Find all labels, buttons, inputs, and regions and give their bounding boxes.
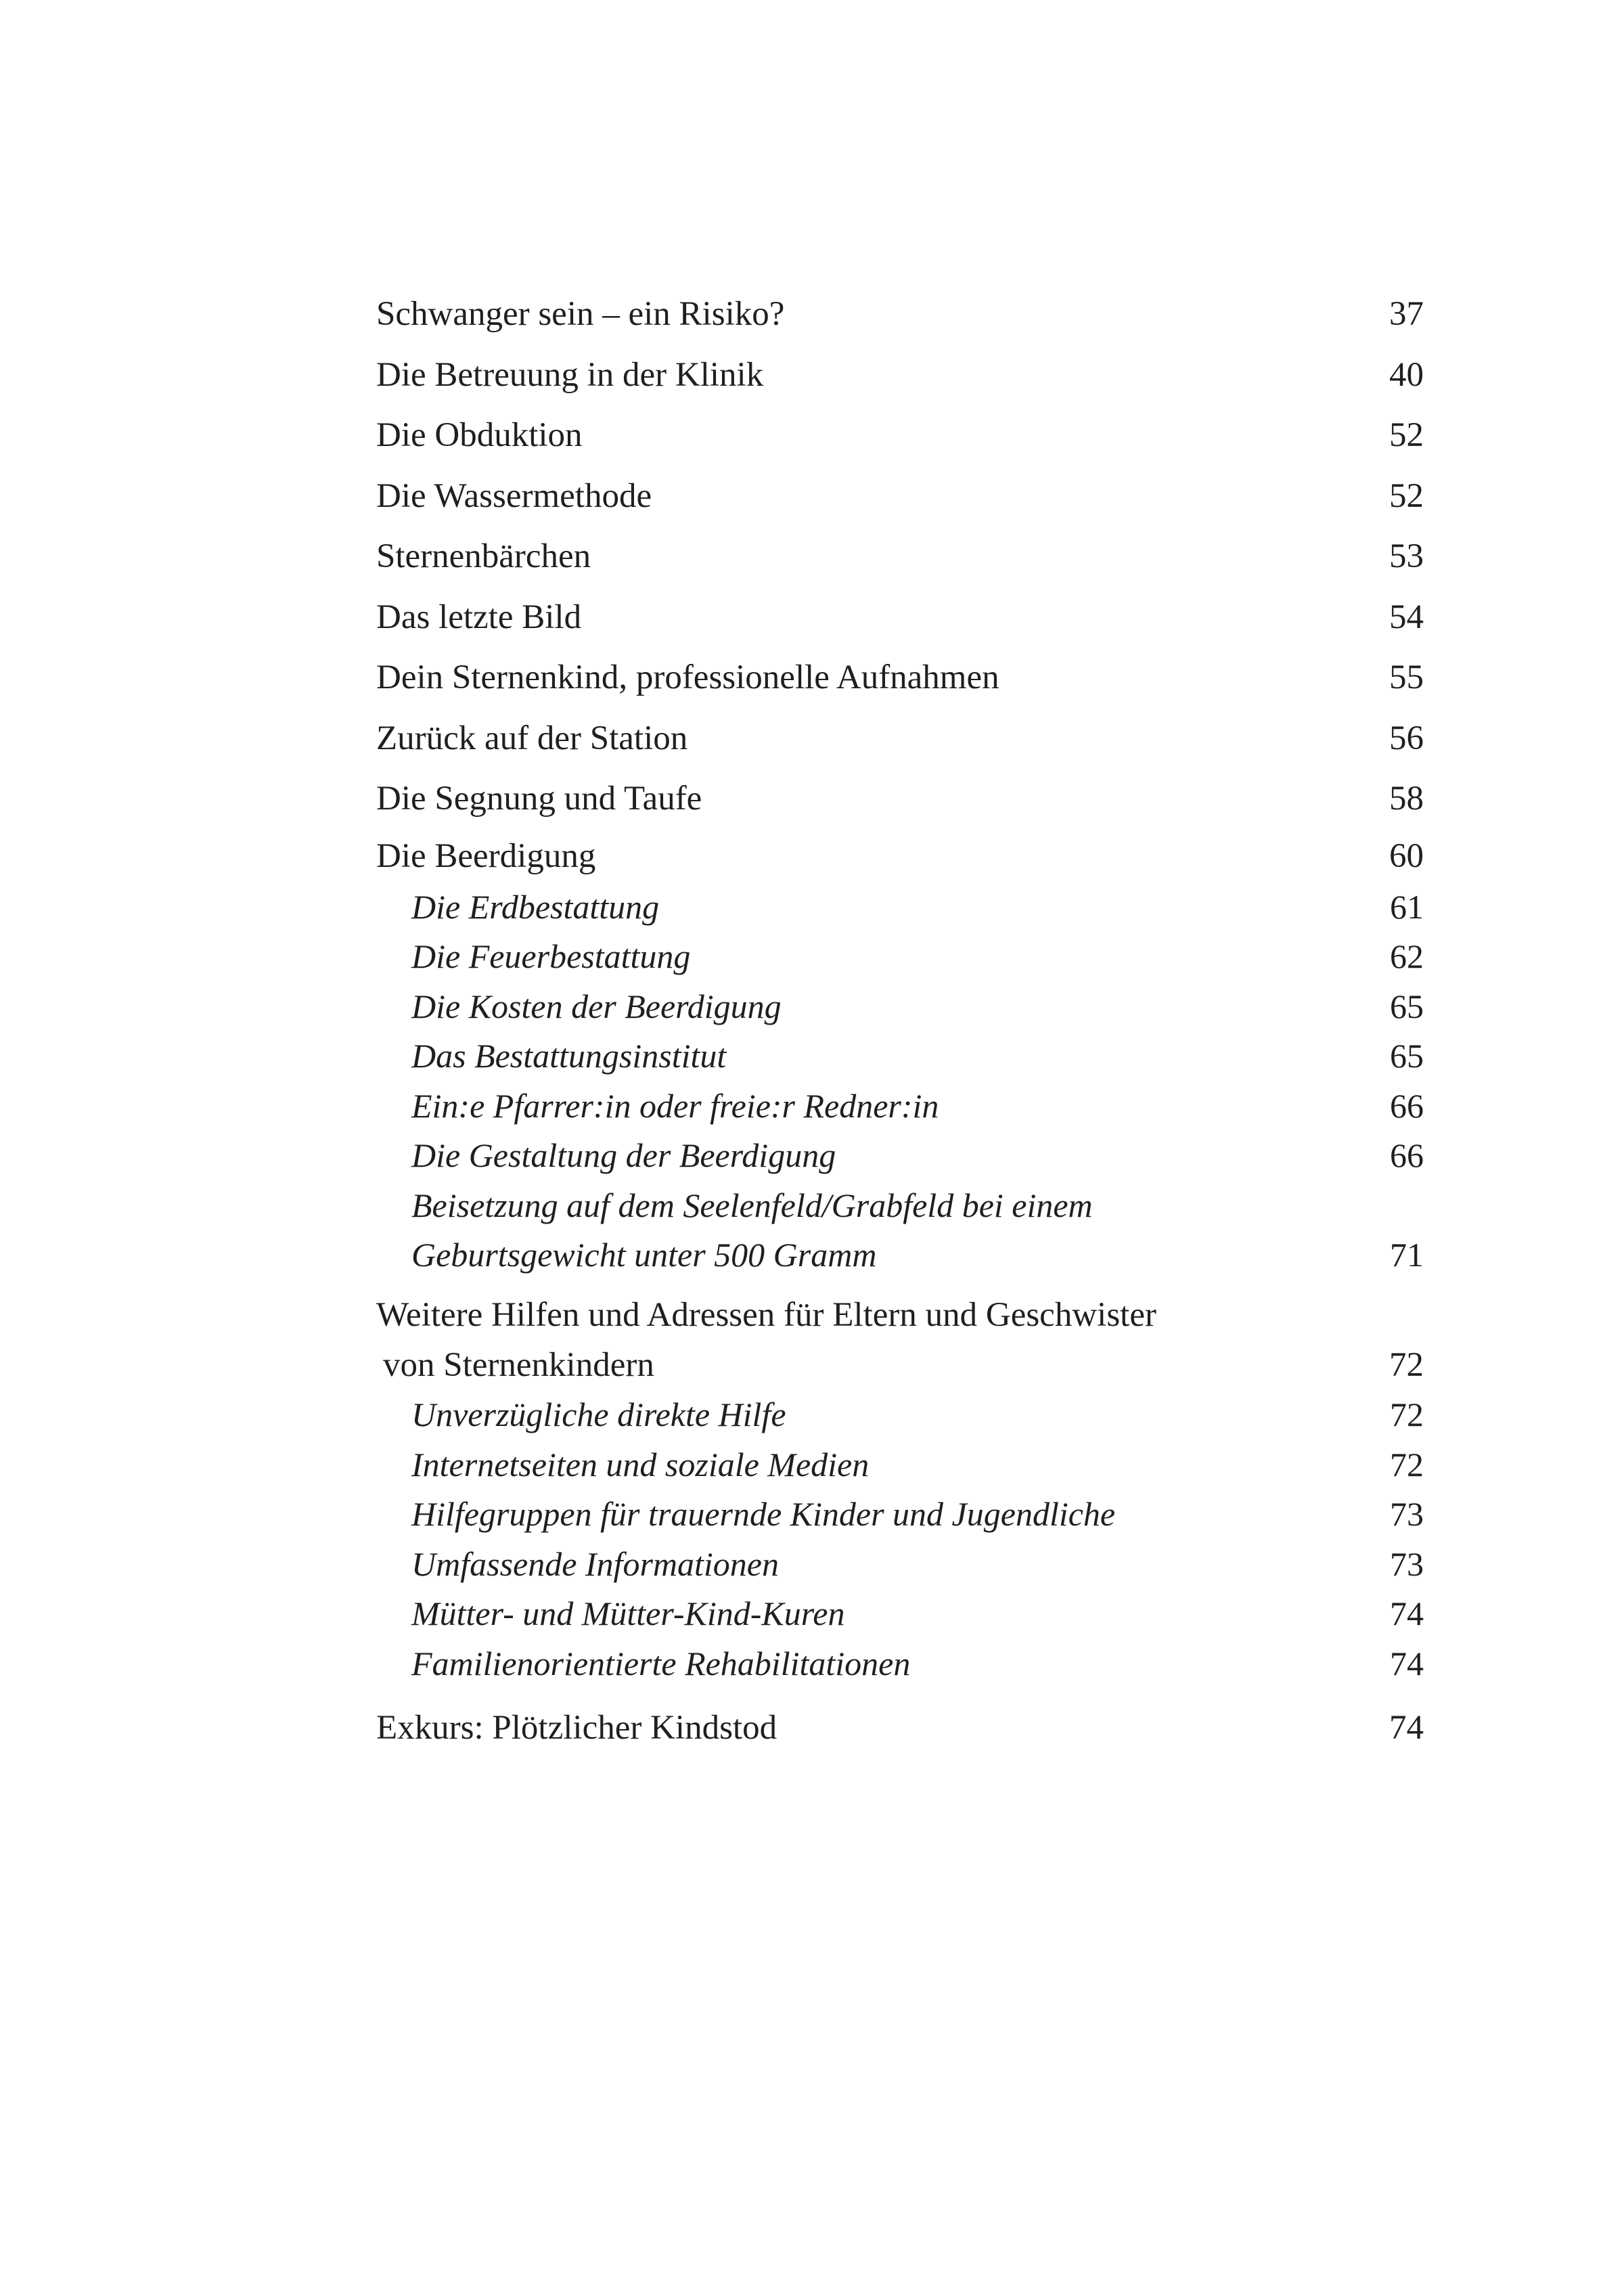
toc-entry [376,830,1424,883]
toc-entry-title-line2: von Sternenkindern [383,1345,654,1384]
toc-entry [376,1698,1424,1759]
toc-subentry-title: Die Gestaltung der Beerdigung [411,1136,836,1174]
toc-entry-multiline [376,1290,1424,1341]
toc-entry-page: 52 [1389,476,1424,515]
toc-entry-title: Exkurs: Plötzlicher Kindstod [376,1709,777,1747]
toc-subentry-page: 62 [1390,937,1424,975]
toc-subentry-title: Das Bestattungsinstitut [411,1037,727,1075]
toc-entry-title-line1: Weitere Hilfen und Adressen für Eltern und Geschwister [376,1295,1156,1334]
toc-subentry-title: Ein:e Pfarrer:in oder freie:r Redner:in [411,1086,939,1125]
toc-subentry-page: 65 [1390,987,1424,1025]
toc-subentry-page: 66 [1390,1086,1424,1125]
toc-entry-title: Die Beerdigung [376,836,596,875]
toc-entry-page: 60 [1389,836,1424,875]
toc-entry-title: Zurück auf der Station [376,719,688,757]
toc-entry [376,527,1424,587]
toc-entry [376,466,1424,527]
toc-entry-page: 37 [1389,295,1424,333]
toc-entry-page: 54 [1389,598,1424,636]
toc-subentry-multiline [376,1181,1424,1231]
toc-subentry-page: 73 [1390,1495,1424,1533]
toc-subentry-title: Familienorientierte Rehabilitationen [411,1644,911,1682]
toc-entry-title: Schwanger sein – ein Risiko? [376,295,785,333]
toc-subentry [376,932,1424,982]
toc-subentry [376,1081,1424,1132]
toc-subentry-page: 65 [1390,1037,1424,1075]
toc-subentry-title-line2: Geburtsgewicht unter 500 Gramm [411,1236,877,1274]
toc-subentry-title: Internetseiten und soziale Medien [411,1445,870,1483]
toc-subentry-title: Mütter- und Mütter-Kind-Kuren [411,1594,845,1632]
toc-entry-page: 52 [1389,416,1424,454]
toc-entry-title: Dein Sternenkind, professionelle Aufnahmen [376,658,999,696]
toc-subentry-title: Umfassende Informationen [411,1544,779,1583]
toc-entry-title: Das letzte Bild [376,598,582,636]
toc-subentry [376,1031,1424,1081]
toc-subentry-page: 72 [1390,1445,1424,1483]
toc-entry [376,648,1424,709]
toc-entry-title: Die Wassermethode [376,476,652,515]
toc-subentry-title: Die Feuerbestattung [411,937,691,975]
toc-entry-page: 58 [1389,780,1424,818]
toc-entry-page: 56 [1389,719,1424,757]
toc-entry-title: Die Betreuung in der Klinik [376,355,764,394]
toc-subentry [376,883,1424,933]
toc-subentry [376,1440,1424,1490]
toc-subentry-page: 66 [1390,1136,1424,1174]
toc-subentry-title-line1: Beisetzung auf dem Seelenfeld/Grabfeld bei einem [411,1186,1093,1224]
toc-entry-title: Die Segnung und Taufe [376,780,702,818]
toc-entry [376,345,1424,406]
toc-entry [376,405,1424,466]
toc-subentry [376,1490,1424,1540]
toc-entry [376,769,1424,830]
toc-subentry [376,1131,1424,1181]
toc-subentry [376,1540,1424,1590]
toc-subentry-page: 71 [1390,1236,1424,1274]
toc-subentry-page: 74 [1390,1594,1424,1632]
toc-entry [376,284,1424,345]
table-of-contents [376,284,1424,1759]
toc-subentry-page: 73 [1390,1544,1424,1583]
toc-entry-page: 55 [1389,658,1424,696]
toc-entry-page: 53 [1389,537,1424,575]
toc-subentry [376,982,1424,1032]
toc-entry-continuation [376,1341,1424,1391]
toc-entry-title: Sternenbärchen [376,537,591,575]
toc-entry [376,587,1424,648]
toc-subentry-title: Unverzügliche direkte Hilfe [411,1395,786,1433]
toc-entry-page: 40 [1389,355,1424,394]
toc-subentry-page: 72 [1390,1395,1424,1433]
toc-entry-page: 72 [1389,1345,1424,1384]
toc-subentry-title: Hilfegruppen für trauernde Kinder und Jugendliche [411,1495,1116,1533]
toc-entry-page: 74 [1389,1709,1424,1747]
toc-subentry [376,1589,1424,1639]
toc-subentry-title: Die Kosten der Beerdigung [411,987,782,1025]
toc-entry-title: Die Obduktion [376,416,583,454]
toc-subentry-title: Die Erdbestattung [411,887,660,926]
toc-subentry [376,1639,1424,1689]
toc-subentry-page: 61 [1390,887,1424,926]
toc-subentry [376,1390,1424,1440]
toc-subentry-continuation [376,1230,1424,1280]
toc-subentry-page: 74 [1390,1644,1424,1682]
toc-entry [376,709,1424,769]
